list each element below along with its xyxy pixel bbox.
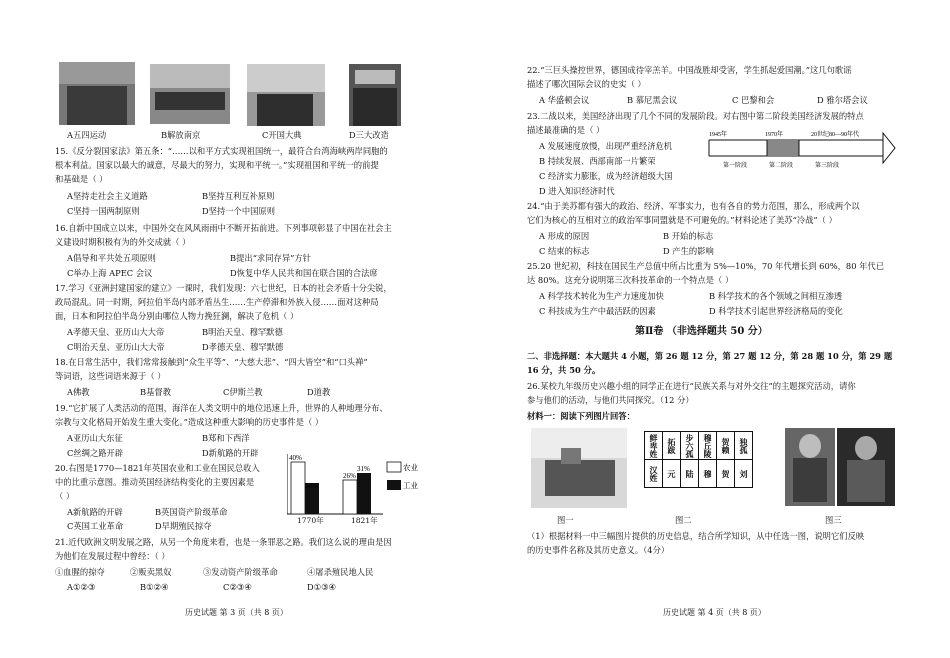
q20-option-a[interactable]: A新航路的开辟 (67, 507, 123, 517)
q23-option-b[interactable]: B 持续发展、西部南部一片繁荣 (539, 156, 656, 166)
q22-stem-1: 22.“三巨头操控世界，德国成待宰羔羊。中国战胜却受害，学生抓起爱国潮。”这几句歌谣 (527, 65, 852, 75)
q21-option-b[interactable]: B①②④ (140, 582, 169, 592)
q18-stem-2: 等词语，这些词语来源于（ ） (55, 371, 166, 381)
q20-option-b[interactable]: B英国资产阶级革命 (155, 507, 228, 517)
q15-stem-2: 根本利益。国家以最大的诚意，尽最大的努力，实现和平统一。”实现祖国和平统一的前提 (55, 160, 379, 170)
chart-category-1821: 1821年 (351, 516, 378, 525)
legend-industry-swatch (387, 480, 401, 490)
q17-stem-1: 17.学习《亚洲封建国家的建立》一课时，我们发现：六七世纪，日本的社会矛盾十分尖锐， (55, 283, 392, 293)
table-cell: 贺 (717, 460, 735, 488)
timeline-1970: 1970年 (765, 132, 784, 138)
label-1770-ind: 24% (305, 482, 318, 490)
table-cell: 穆 (699, 460, 717, 488)
part2-instructions-1: 二、非选择题：本大题共 4 小题，第 26 题 12 分，第 27 题 12 分，第 28 题 10 分，第 29 题 (527, 351, 893, 361)
q15-option-a[interactable]: A坚持走社会主义道路 (67, 191, 148, 201)
label-1821-ind: 31% (357, 465, 370, 473)
q14-option-b[interactable]: B解放南京 (161, 130, 201, 140)
photo-three-transformations (349, 64, 401, 126)
q19-stem-2: 宗教与文化格局开始发生重大变化。”造成这种重大影响的历史事件是（ ） (55, 417, 324, 427)
q21-option-a[interactable]: A①②③ (67, 582, 96, 592)
q19-option-b[interactable]: B郑和下西洋 (202, 433, 250, 443)
photo-may-fourth (59, 62, 135, 125)
q23-us-economy-timeline (707, 128, 897, 170)
q15-option-c[interactable]: C坚持一国两制原则 (67, 206, 140, 216)
photo-liberation-nanjing (150, 64, 230, 124)
q16-option-c[interactable]: C举办上海 APEC 会议 (67, 268, 153, 278)
figure-1-image (531, 428, 627, 508)
q14-option-c[interactable]: C开国大典 (262, 130, 302, 140)
q25-stem-1: 25.20 世纪初，科技在国民生产总值中所占比重为 5%—10%，70 年代增长到 60%，80 年代已 (527, 261, 885, 271)
page-4-footer: 历史试题 第 4 页（共 8 页） (663, 608, 766, 617)
table-cell: 元 (663, 460, 681, 488)
table-cell: 贺赖 (717, 432, 735, 460)
q24-option-c[interactable]: C 结束的标志 (539, 246, 590, 256)
q16-stem-2: 义建设时期积极有为的外交成就（ ） (55, 237, 191, 247)
q15-option-b[interactable]: B坚持互利互补原则 (202, 191, 275, 201)
q17-stem-2: 政局混乱。同一时期，阿拉伯半岛内部矛盾丛生……生产停滞和外族入侵……面对这种局 (55, 297, 379, 307)
table-cell: 步六孤 (681, 432, 699, 460)
timeline-stage-1: 第一阶段 (723, 163, 748, 169)
bar-1821-industry (357, 473, 371, 514)
bar-1770-agriculture (291, 462, 305, 514)
chart-category-1770: 1770年 (297, 516, 324, 525)
figure-3-image-left (785, 428, 835, 506)
timeline-stage-3: 第三阶段 (815, 163, 840, 169)
q18-option-a[interactable]: A佛教 (67, 387, 90, 397)
q15-option-d[interactable]: D坚持一个中国原则 (202, 206, 276, 216)
figure-2-surname-table (644, 431, 753, 488)
timeline-stage-2: 第二阶段 (769, 163, 794, 169)
q26-stem-2: 参与他们的活动，与他们共同探究。（12 分） (527, 395, 694, 405)
q20-option-d[interactable]: D早期殖民掠夺 (155, 521, 212, 531)
q16-option-b[interactable]: B提出“求同存异”方针 (230, 253, 311, 263)
page-3-footer: 历史试题 第 3 页（共 8 页） (185, 608, 288, 617)
timeline-1945: 1945年 (709, 132, 728, 138)
q20-stem-1: 20.右图是1770—1821年英国农业和工业在国民总收入 (55, 463, 260, 473)
q15-stem-3: 和基础是（ ） (55, 174, 108, 184)
figure-3-caption: 图三 (825, 515, 842, 525)
table-cell: 拓跋 (663, 432, 681, 460)
q26-sub1-2: 的历史事件名称及其历史意义。（4分） (527, 545, 670, 555)
q18-option-c[interactable]: C伊斯兰教 (223, 387, 263, 397)
q21-item-4: ④屠杀殖民地人民 (307, 567, 374, 577)
q15-stem-1: 15.《反分裂国家法》第五条：“……以和平方式实现祖国统一，最符合台湾海峡两岸同胞的 (55, 146, 388, 156)
q20-stem-2: 中的比重示意图。推动英国经济结构变化的主要因素是 (55, 477, 255, 487)
q22-stem-2: 描述了哪次国际会议的史实（ ） (527, 79, 646, 89)
q26-stem-1: 26.某校九年级历史兴趣小组的同学正在进行“民族关系与对外交往”的主题探究活动，请你 (527, 381, 856, 391)
q18-option-d[interactable]: D道教 (307, 387, 331, 397)
q24-stem-2: 它们为核心的互相对立的政治军事同盟就是不可避免的。”材料论述了美苏“冷战”（ ） (527, 215, 837, 225)
table-cell: 陆 (681, 460, 699, 488)
part2-instructions-2: 16 分，共 50 分。 (527, 365, 601, 375)
q24-option-b[interactable]: B 开始的标志 (663, 231, 714, 241)
figure-1-caption: 图一 (557, 515, 574, 525)
bar-1821-agriculture (343, 480, 357, 514)
q25-option-b[interactable]: B 科学技术的各个领域之间相互渗透 (709, 291, 843, 301)
q21-option-c[interactable]: C②③④ (223, 582, 252, 592)
q23-stem-1: 23.二战以来，美国经济出现了几个不同的发展阶段。对右图中第二阶段美国经济发展的特点 (527, 111, 864, 121)
q23-option-d[interactable]: D 进入知识经济时代 (539, 186, 615, 196)
q21-option-d[interactable]: D①③④ (307, 582, 336, 592)
table-cell: 穆丘陵 (699, 432, 717, 460)
q24-option-d[interactable]: D 产生的影响 (663, 246, 714, 256)
q25-stem-2: 达 80%。这充分说明第三次科技革命的一个特点是（ ） (527, 275, 734, 285)
section-ii-title: 第Ⅱ卷 （非选择题共 50 分） (635, 326, 768, 337)
q25-option-c[interactable]: C 科技成为生产中最活跃的因素 (539, 306, 656, 316)
legend-industry: 工业 (403, 481, 418, 490)
q18-stem-1: 18.在日常生活中，我们常常接触到“众生平等”、“大慈大悲”、“四大皆空”和“口头禅” (55, 357, 368, 367)
q24-option-a[interactable]: A 形成的原因 (539, 231, 590, 241)
q26-sub1-1: （1）根据材料一中三幅图片提供的历史信息，结合所学知识，从中任选一图，说明它们反映 (527, 531, 865, 541)
q16-option-d[interactable]: D恢复中华人民共和国在联合国的合法席 (230, 268, 378, 278)
q22-option-a[interactable]: A 华盛顿会议 (539, 95, 590, 105)
q18-option-b[interactable]: B基督教 (140, 387, 171, 397)
table-cell: 独孤 (735, 432, 753, 460)
q24-stem-1: 24.“由于美苏都有强大的政治、经济、军事实力，也有各自的势力范围，那么，形成两个以 (527, 201, 860, 211)
material-one-label: 材料一：阅读下列图片回答： (527, 411, 635, 421)
q19-option-a[interactable]: A亚历山大东征 (67, 433, 123, 443)
q21-item-3: ③发动资产阶级革命 (203, 567, 278, 577)
q22-option-d[interactable]: D 雅尔塔会议 (817, 95, 868, 105)
q21-item-1: ①血腥的掠夺 (55, 567, 105, 577)
q20-stem-3: （ ） (55, 491, 75, 501)
q22-option-b[interactable]: B 慕尼黑会议 (627, 95, 678, 105)
timeline-80s-90s: 20世纪80—90年代 (811, 132, 860, 138)
q25-option-d[interactable]: D 科学技术引起世界经济格局的变化 (709, 306, 843, 316)
q19-option-c[interactable]: C丝绸之路开辟 (67, 448, 124, 458)
photo-founding-ceremony (247, 64, 325, 126)
q17-option-d[interactable]: D孝德天皇、穆罕默德 (202, 342, 284, 352)
q23-stem-2: 描述最准确的是（ ） (527, 125, 605, 135)
q17-option-b[interactable]: B明治天皇、穆罕默德 (202, 327, 283, 337)
q17-option-a[interactable]: A孝德天皇、亚历山大大帝 (67, 327, 165, 337)
table-cell: 刘 (735, 460, 753, 488)
q17-option-c[interactable]: C明治天皇、亚历山大大帝 (67, 342, 165, 352)
figure-3-image-right (837, 428, 895, 506)
q16-option-a[interactable]: A倡导和平共处五项原则 (67, 253, 156, 263)
q23-option-c[interactable]: C 经济实力膨胀，成为经济超级大国 (539, 171, 673, 181)
q16-stem-1: 16.自新中国成立以来，中国外交在风风雨雨中不断开拓前进。下列事项彰显了中国在社会主 (55, 223, 392, 233)
q21-stem-1: 21.近代欧洲文明发展之路，从另一个角度来看，也是一条罪恶之路。我们这么说的理由是因 (55, 537, 392, 547)
q21-stem-2: 为他们在发展过程中曾经：（ ） (55, 551, 170, 561)
q23-option-a[interactable]: A 发展速度放慢，出现严重经济危机 (539, 141, 673, 151)
table-cell: 汉姓 (645, 460, 663, 488)
q17-stem-3: 面，日本和阿拉伯半岛分别由哪位人物力挽狂澜，解决了危机（ ） (55, 311, 299, 321)
q14-option-a[interactable]: A五四运动 (67, 130, 107, 140)
q21-item-2: ②贩卖黑奴 (130, 567, 172, 577)
q22-option-c[interactable]: C 巴黎和会 (732, 95, 775, 105)
q14-option-d[interactable]: D三大改造 (349, 130, 389, 140)
legend-agriculture: 农业 (403, 463, 418, 472)
label-1821-agri: 26% (343, 472, 356, 480)
table-cell: 鲜卑姓 (645, 432, 663, 460)
figure-2-caption: 图二 (675, 515, 692, 525)
legend-agriculture-swatch (387, 462, 401, 472)
q19-stem-1: 19.“它扩展了人类活动的范围，海洋在人类文明中的地位迅速上升，世界的人种地理分布、 (55, 403, 388, 413)
q20-option-c[interactable]: C英国工业革命 (67, 521, 124, 531)
q19-option-d[interactable]: D新航路的开辟 (202, 448, 259, 458)
label-1770-agri: 40% (289, 454, 302, 462)
q25-option-a[interactable]: A 科学技术转化为生产力速度加快 (539, 291, 664, 301)
q20-income-share-chart (287, 452, 435, 522)
